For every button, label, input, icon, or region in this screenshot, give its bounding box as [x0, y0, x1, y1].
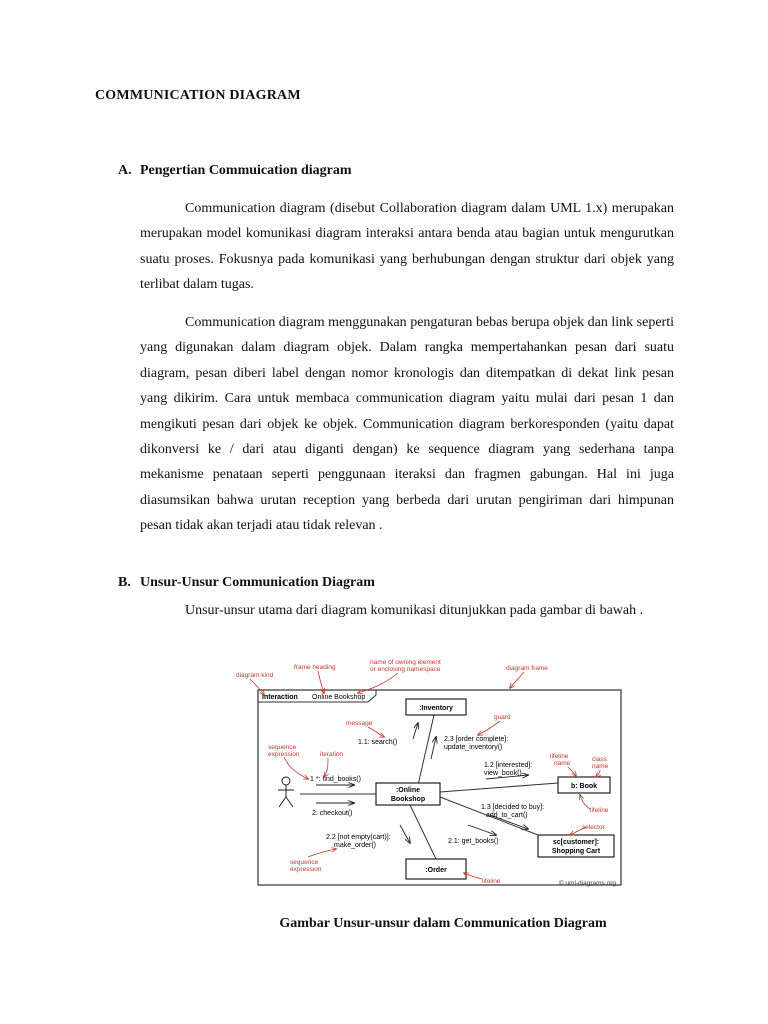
- section-b-letter: B.: [118, 575, 131, 590]
- annotation-class-name-1: class: [592, 756, 607, 763]
- object-bookshop-label: Bookshop: [390, 796, 426, 803]
- frame-name: Online Bookshop: [312, 694, 366, 701]
- section-a-title: Pengertian Commuication diagram: [140, 163, 352, 178]
- object-online-label: :Online: [395, 787, 421, 794]
- annotation-sequence-b-1: sequence: [290, 859, 319, 866]
- message-search: 1.1: search(): [358, 739, 398, 746]
- message-get-books: 2.1: get_books(): [448, 838, 499, 845]
- annotation-owning-2: or enclosing namespace: [370, 666, 441, 673]
- link-bookshop-book: [440, 783, 558, 792]
- annotation-selector: selector: [582, 824, 605, 831]
- annotation-message: message: [346, 720, 373, 727]
- section-a-paragraph-2: Communication diagram menggunakan pengaturan bebas berupa objek dan link seperti yang digunakan dalam diagram objek. Dalam rangka mempertahankan pesan dari suatu diagram, pesan diberi label dengan nomor kronologis dan ditempatkan di dekat link pesan yang dikirim. Cara untuk membaca communication diagram yaitu mulai dari pesan 1 dan mengikuti pesan dari objek ke objek. Communication diagram berkoresponden (yaitu dapat dikonversi ke / dari atau diganti dengan) ke sequence diagram yang sederhana tanpa mekanisme penataan seperti penggunaan iteraksi dan fragmen gabungan. Hal ini juga diasumsikan bahwa urutan reception yang berbeda dari urutan pengiriman dari himpunan pesan tidak akan terjadi atau tidak relevan .: [140, 315, 674, 534]
- message-find-books: 1 *: find_books(): [310, 776, 361, 783]
- message-checkout: 2: checkout(): [312, 810, 353, 817]
- diagram-canvas: [228, 657, 624, 891]
- message-make-2: make_order(): [334, 842, 377, 849]
- annotation-iteration: iteration: [320, 751, 344, 758]
- frame-keyword: interaction: [262, 694, 298, 701]
- object-cart-label-2: Shopping Cart: [551, 848, 601, 855]
- message-add-2: add_to_cart(): [486, 812, 528, 819]
- message-update-1: 2.3 [order complete]:: [444, 736, 509, 743]
- object-order-label: :Order: [425, 867, 447, 874]
- annotation-sequence-b-2: expression: [290, 866, 322, 873]
- communication-diagram-figure: [228, 657, 624, 891]
- message-make-1: 2.2 [not empty(cart)]:: [326, 834, 391, 841]
- actor-icon: [278, 777, 294, 807]
- arrow-get-books: [468, 825, 496, 835]
- message-update-2: update_inventory(): [444, 744, 503, 751]
- object-inventory-label: :Inventory: [419, 705, 453, 712]
- object-book-label: b: Book: [570, 783, 598, 790]
- section-b-heading: [118, 575, 375, 591]
- message-view-1: 1.2 [interested]:: [484, 762, 533, 769]
- diagram-credit: © uml-diagrams.org: [558, 880, 616, 887]
- annotation-sequence-1: sequence: [268, 744, 297, 751]
- link-bookshop-inventory: [418, 715, 434, 785]
- arrow-make-order: [400, 825, 410, 843]
- annotation-owning-1: name of owning element: [370, 659, 441, 666]
- object-cart-label-1: sc[customer]:: [552, 839, 600, 846]
- section-a-paragraph-1: Communication diagram (disebut Collaboration diagram dalam UML 1.x) merupakan merupakan model komunikasi diagram interaksi antara benda atau bagian untuk mengurutkan suatu proses. Fokusnya pada komunikasi yang berhubungan dengan struktur dari objek yang terlibat dalam tugas.: [140, 201, 674, 293]
- message-add-1: 1.3 [decided to buy]:: [481, 804, 545, 811]
- annotation-lifeline-name-2: name: [554, 760, 571, 767]
- annotation-diagram-kind: diagram kind: [236, 672, 274, 679]
- annotation-guard: guard: [494, 714, 511, 721]
- annotation-frame-heading: frame heading: [294, 664, 336, 671]
- arrow-search: [413, 723, 418, 739]
- section-a-heading: [118, 163, 352, 179]
- annotation-lifeline-name-1: lifeline: [550, 753, 569, 760]
- annotation-lifeline-2: lifeline: [482, 878, 501, 885]
- annotation-lifeline: lifeline: [590, 807, 609, 814]
- message-view-2: view_book(): [484, 770, 522, 777]
- link-bookshop-order: [410, 805, 436, 859]
- annotation-class-name-2: name: [592, 763, 609, 770]
- section-b-title: Unsur-Unsur Communication Diagram: [140, 575, 375, 590]
- page-title: COMMUNICATION DIAGRAM: [95, 88, 301, 103]
- annotation-sequence-2: expression: [268, 751, 300, 758]
- section-b-paragraph-1: Unsur-unsur utama dari diagram komunikasi ditunjukkan pada gambar di bawah .: [185, 603, 644, 618]
- arrow-update: [431, 737, 436, 759]
- figure-caption: Gambar Unsur-unsur dalam Communication Diagram: [279, 916, 607, 931]
- annotation-diagram-frame: diagram frame: [506, 665, 548, 672]
- section-a-letter: A.: [118, 163, 132, 178]
